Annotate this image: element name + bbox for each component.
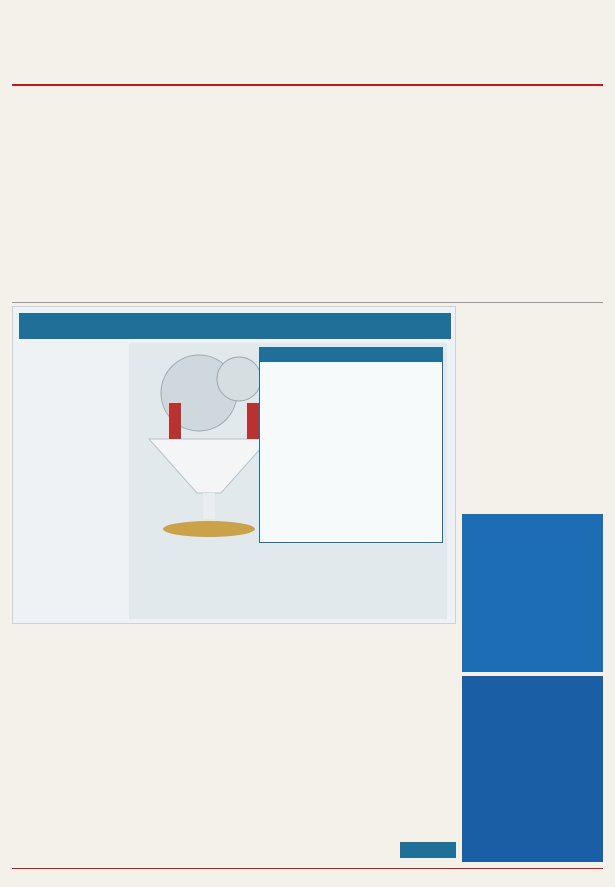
ad-caina-logo [462,676,603,688]
chart-title [260,348,442,362]
chart-canvas [260,362,442,526]
institutions-table [129,551,447,617]
funnel [149,439,269,493]
masthead-rule [12,84,603,86]
lead-body [14,190,454,298]
lead-col-4 [350,190,454,298]
lead-col-1 [14,190,118,298]
figure-right [247,403,259,439]
feature-title[interactable] [19,313,451,339]
essay-col-4 [353,662,458,862]
index-chart [259,347,443,543]
lead-col-3 [238,190,342,298]
funnel-spout [203,493,215,519]
essay-col-2 [127,662,232,862]
right-briefs [462,340,603,402]
masthead [180,8,420,68]
feature-panel [12,306,456,624]
feature-text [19,345,123,619]
essay-col-1 [14,662,119,862]
lead-continued [462,190,602,298]
clock-right [217,357,261,401]
essay-col-3 [240,662,345,862]
lead-col-2 [126,190,230,298]
publisher-block [14,8,164,78]
coin-pile [163,521,255,537]
ad-caina[interactable] [462,676,603,862]
essay-body [14,662,458,862]
ad-jinko[interactable] [462,514,603,672]
section-rule [12,302,603,303]
footer [12,868,603,882]
figure-left [169,403,181,439]
date-box [438,10,603,54]
column-brand-tag [400,842,456,858]
ad-jinko-logo [462,514,603,524]
